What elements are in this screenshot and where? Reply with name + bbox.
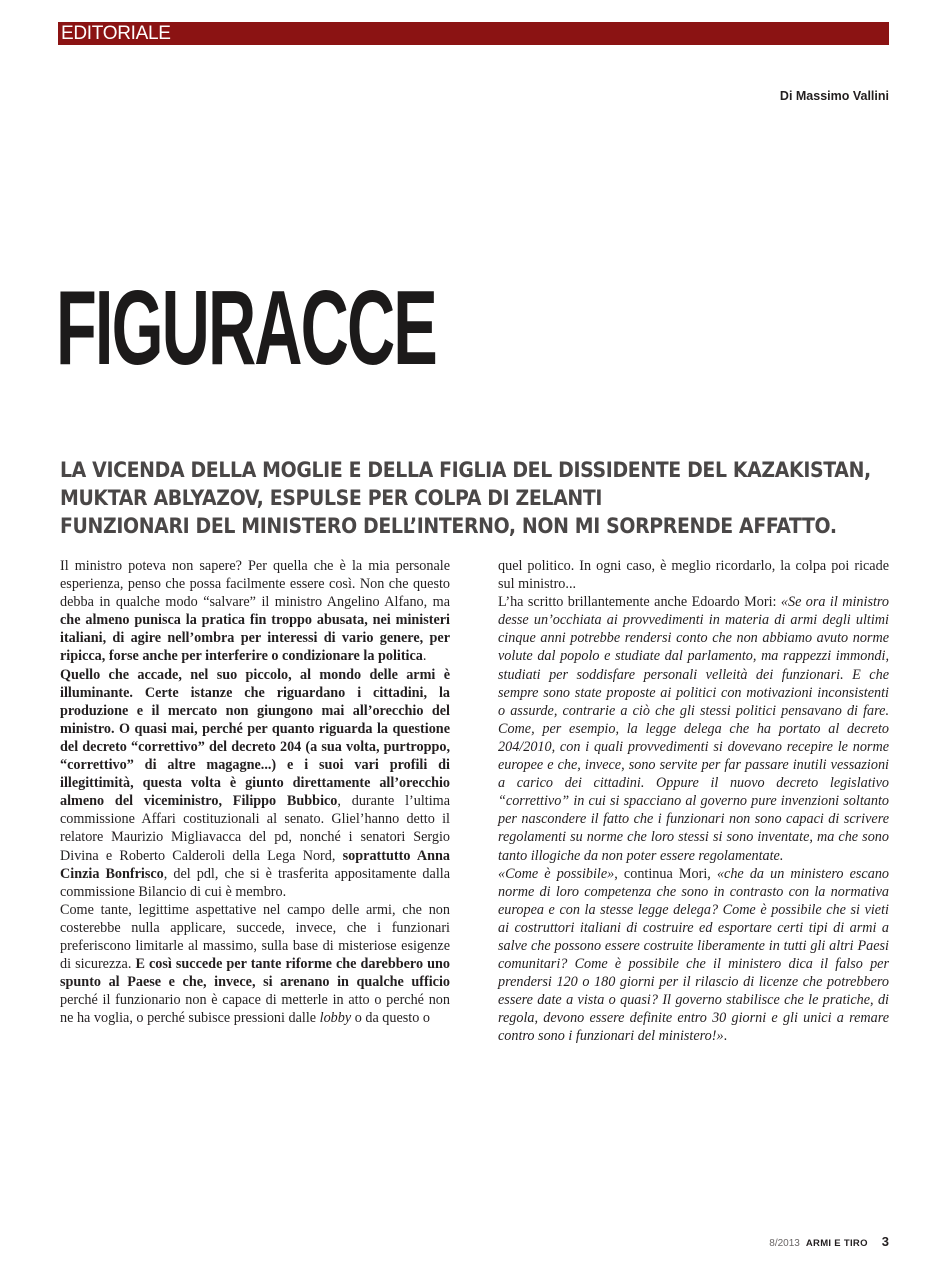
paragraph xyxy=(60,666,450,901)
section-label: EDITORIALE xyxy=(61,23,171,44)
text-run: . xyxy=(422,648,427,665)
article-column-left xyxy=(60,557,450,1027)
headline: FIGURACCE xyxy=(56,269,436,387)
quote-run: «Se ora il ministro desse un’occhiata ai provvedimenti in materia di armi degli ultimi cinque anni potrebbe rendersi conto che non abbiamo avuto norme volute dal popolo e studiate dal parlamento, ma rappezzi immondi, studiati per soddisfare personali velleità dei funzionari. E che sempre sono state proposte ai politici con motivazioni inconsistenti o assurde, contrarie a ciò che gli stessi politici pensavano di fare. Come, per esempio, la legge delega che ha portato al decreto 204/2010, con i quali provvedimenti si dovevano recepire le norme europee e che, invece, sono servite per far passare inutili vessazioni a carico dei cittadini. Oppure il nuovo decreto legislativo “correttivo” in cui si spacciano al governo pure invenzioni soltanto per nascondere il fatto che i funzionari non sono capaci di scrivere regolamenti su norme che loro stessi si sono inventate, ma che sono tanto illogiche da non poter essere regolamentate. xyxy=(498,594,889,864)
section-bar xyxy=(58,22,889,45)
magazine-name: ARMI E TIRO xyxy=(805,1238,868,1249)
text-run: L’ha scritto brillantemente anche Edoardo Mori: xyxy=(498,594,781,611)
text-run: , continua Mori, xyxy=(614,865,717,882)
paragraph xyxy=(60,557,450,666)
bold-run: soprattutto Anna Cinzia Bonfrisco xyxy=(60,847,451,882)
bold-run: Quello che accade, nel suo piccolo, al mondo delle armi è illuminante. Certe istanze che riguardano i cittadini, la produzione e il mercato non giungono mai all’orecchio del ministro. O quasi mai, perché per quanto riguarda la questione del decreto “correttivo” del decreto 204 (a sua volta, purtroppo, “correttivo” di altre magagne...) e i suoi vari profili di illegittimità, questa volta è giunto direttamente all’orecchio almeno del viceministro, Filippo Bubbico xyxy=(60,666,450,810)
italic-run: lobby xyxy=(319,1010,352,1027)
deck-line: FUNZIONARI DEL MINISTERO DELL’INTERNO, NON MI SORPRENDE AFFATTO. xyxy=(60,514,837,538)
paragraph xyxy=(60,901,450,1028)
deck-line: MUKTAR ABLYAZOV, ESPULSE PER COLPA DI ZELANTI xyxy=(60,486,603,510)
page-number: 3 xyxy=(881,1234,889,1249)
article-column-right xyxy=(498,557,889,1046)
text-run: , del pdl, che si è trasferita appositamente dalla commissione Bilancio di cui è membro. xyxy=(60,865,451,900)
paragraph xyxy=(498,593,889,864)
deck-line: LA VICENDA DELLA MOGLIE E DELLA FIGLIA DEL DISSIDENTE DEL KAZAKISTAN, xyxy=(60,458,871,482)
text-run: perché il funzionario non è capace di metterle in atto o perché non ne ha voglia, o perché subisce pressioni dalle xyxy=(60,992,450,1027)
text-run: Il ministro poteva non sapere? Per quella che è la mia personale esperienza, penso che possa facilmente essere così. Non che questo debba in qualche modo “salvare” il ministro Angelino Alfano, ma xyxy=(60,558,450,611)
issue-date: 8/2013 xyxy=(769,1238,800,1249)
text-run: . xyxy=(723,1028,728,1045)
byline: Di Massimo Vallini xyxy=(779,89,889,103)
quote-run: «che da un ministero escano norme di loro competenza che sono in contrasto con la normativa europea e con la stesse legge delega? Come è possibile che si vieti ai costruttori italiani di costruire ed esportare certi tipi di armi a salve che possono essere costruite liberamente in tutti gli altri Paesi comunitari? Come è possibile che il ministero dica il falso per prendersi 120 o 180 giorni per il rilascio di licenze che potrebbero essere date a vista o quasi? Il governo stabilisce che le pratiche, di regola, devono essere definite entro 30 giorni e gli unici a remare contro sono i funzionari del ministero!» xyxy=(498,865,890,1045)
paragraph: quel politico. In ogni caso, è meglio ricordarlo, la colpa poi ricade sul ministro... xyxy=(498,558,889,593)
bold-run: che almeno punisca la pratica fin troppo abusata, nei ministeri italiani, di agire nell’ombra per interessi di vario genere, per ripicca, forse anche per interferire o condizionare la politica xyxy=(60,612,450,665)
deck xyxy=(60,456,900,540)
bold-run: E così succede per tante riforme che darebbero uno spunto al Paese e che, invece, si arenano in qualche ufficio xyxy=(60,956,450,991)
paragraph xyxy=(498,865,889,1046)
text-run: o da questo o xyxy=(351,1010,430,1027)
text-run: Come tante, legittime aspettative nel campo delle armi, che non costerebbe nulla applicare, succede, invece, che i funzionari preferiscono limitarle al massimo, sulla base di misteriose esigenze di sicurezza. xyxy=(60,901,450,973)
text-run: , durante l’ultima commissione Affari costituzionali al senato. Gliel’hanno detto il relatore Maurizio Migliavacca del pd, nonché i senatori Sergio Divina e Roberto Calderoli della Lega Nord, xyxy=(60,793,450,864)
quote-run: «Come è possibile» xyxy=(498,865,615,882)
page-footer xyxy=(769,1234,889,1249)
